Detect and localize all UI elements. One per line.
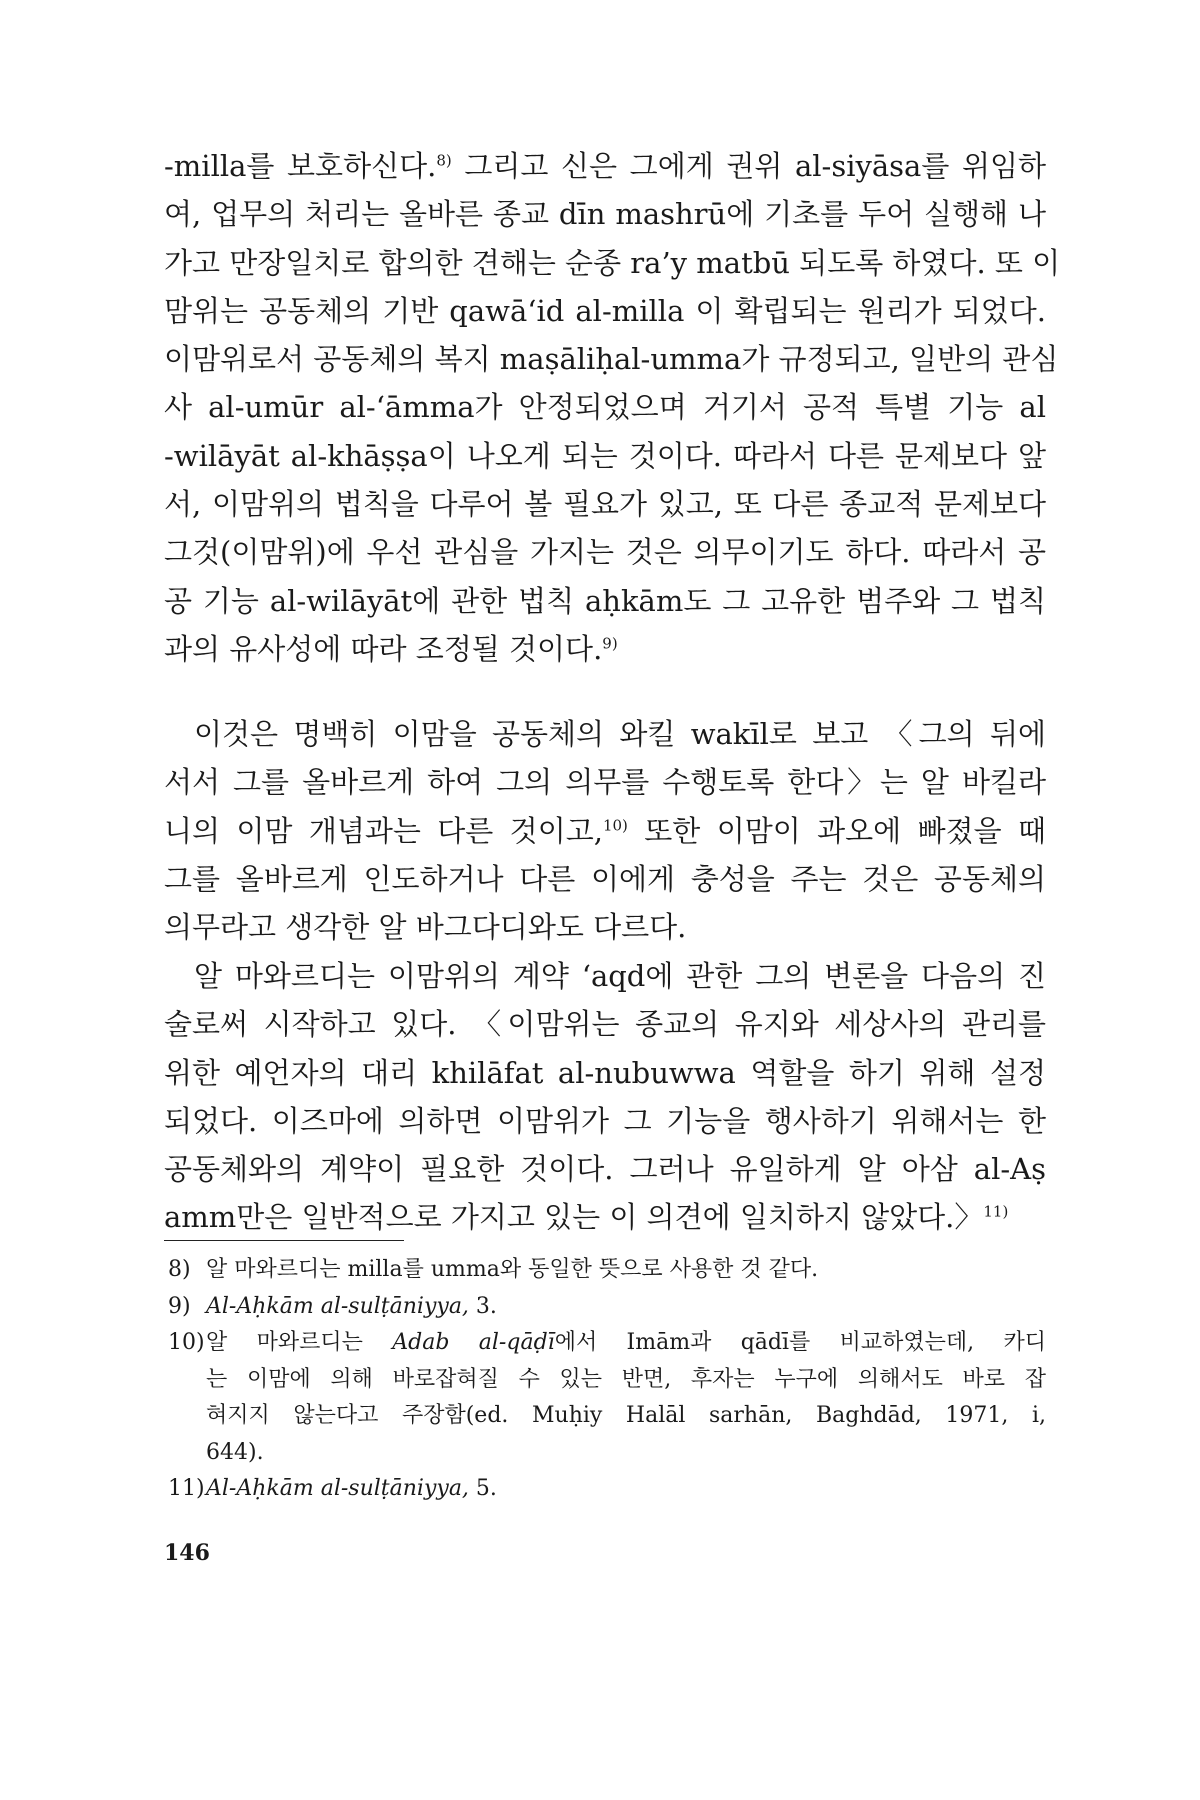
- text-line: -wilāyāt al-khāṣṣa이 나오게 되는 것이다. 따라서 다른 문제보다 앞: [164, 438, 1046, 473]
- footnote-divider: [164, 1240, 404, 1241]
- footnote-11: [164, 1471, 1046, 1508]
- text-line: 맘위는 공동체의 기반 qawā‘id al-milla 이 확립되는 원리가 되었다.: [164, 293, 1046, 328]
- footnote-title: Al-Aḥkām al-sulṭāniyya,: [206, 1293, 469, 1319]
- footnote-ref-8[interactable]: 8): [436, 151, 452, 170]
- text-line: 술로써 시작하고 있다. 〈이맘위는 종교의 유지와 세상사의 관리를: [164, 1007, 1046, 1042]
- text-line: 사 al-umūr al-‘āmma가 안정되었으며 거기서 공적 특별 기능 al: [164, 390, 1046, 425]
- footnote-title: Adab al-qāḍī: [392, 1330, 555, 1355]
- text-line: -milla를 보호하신다.$^{8)}$ 그리고 신은 그에게 권위 al-siyāsa를 위임하: [164, 149, 1047, 183]
- footnote-text: Al-Aḥkām al-sulṭāniyya, 3.: [206, 1293, 497, 1319]
- text-line: 가고 만장일치로 합의한 견해는 순종 ra’y matbū 되도록 하였다. 또 이: [164, 245, 1061, 280]
- footnote-text: Al-Aḥkām al-sulṭāniyya, 5.: [206, 1476, 497, 1501]
- footnote-text: 혀지지 않는다고 주장함(ed. Muḥiy Halāl sarhān, Baghdād, 1971, i,: [206, 1403, 1046, 1428]
- text-line: 되었다. 이즈마에 의하면 이맘위가 그 기능을 행사하기 위해서는 한: [164, 1103, 1046, 1138]
- text-line: amm만은 일반적으로 가지고 있는 이 의견에 일치하지 않았다.〉$^{11)}$: [164, 1200, 1009, 1235]
- text-line: 공 기능 al-wilāyāt에 관한 법칙 aḥkām도 그 고유한 범주와 그 법칙: [164, 583, 1046, 618]
- text-line: 이맘위로서 공동체의 복지 maṣāliḥal-umma가 규정되고, 일반의 관심: [164, 342, 1059, 377]
- text-line: 서, 이맘위의 법칙을 다루어 볼 필요가 있고, 또 다른 종교적 문제보다: [164, 487, 1046, 522]
- text-line: 니의 이맘 개념과는 다른 것이고,$^{10)}$ 또한 이맘이 과오에 빠졌을 때: [164, 813, 1047, 848]
- text-line: 알 마와르디는 이맘위의 계약 ‘aqd에 관한 그의 변론을 다음의 진: [194, 959, 1046, 993]
- footnote-ref-10[interactable]: 10): [602, 815, 628, 834]
- footnote-number: 11): [168, 1476, 205, 1501]
- footnotes: [164, 1252, 1046, 1508]
- footnote-title: Al-Aḥkām al-sulṭāniyya,: [206, 1476, 469, 1501]
- text-line: 과의 유사성에 따라 조정될 것이다.$^{9)}$: [164, 631, 618, 666]
- footnote-8: [164, 1252, 1046, 1289]
- text-line: 이것은 명백히 이맘을 공동체의 와킬 wakīl로 보고 〈그의 뒤에: [194, 717, 1046, 751]
- page-number: 146: [164, 1540, 210, 1566]
- text-line: 서서 그를 올바르게 하여 그의 의무를 수행토록 한다〉는 알 바킬라: [164, 765, 1046, 800]
- text-line: 의무라고 생각한 알 바그다디와도 다르다.: [164, 910, 687, 945]
- text-line: 그것(이맘위)에 우선 관심을 가지는 것은 의무이기도 하다. 따라서 공: [164, 535, 1046, 570]
- footnote-number: 8): [168, 1257, 191, 1282]
- paragraph-1: [164, 142, 1061, 673]
- footnote-text: 644).: [206, 1439, 264, 1465]
- footnote-ref-11[interactable]: 11): [983, 1202, 1009, 1221]
- paragraph-2: [164, 710, 1046, 951]
- text-line: 여, 업무의 처리는 올바른 종교 dīn mashrū에 기초를 두어 실행해 나: [164, 197, 1046, 232]
- footnote-9: [164, 1289, 1046, 1326]
- footnote-text: 는 이맘에 의해 바로잡혀질 수 있는 반면, 후자는 누구에 의해서도 바로 잡: [206, 1366, 1046, 1392]
- footnote-text: 알 마와르디는 milla를 umma와 동일한 뜻으로 사용한 것 같다.: [206, 1257, 819, 1282]
- text-line: 공동체와의 계약이 필요한 것이다. 그러나 유일하게 알 아삼 al-Aṣ: [164, 1152, 1046, 1187]
- paragraph-3: [164, 952, 1046, 1242]
- footnote-text: 알 마와르디는 Adab al-qāḍī에서 Imām과 qādī를 비교하였는데, 카디: [206, 1330, 1046, 1355]
- footnote-number: 10): [168, 1330, 205, 1355]
- footnote-ref-9[interactable]: 9): [602, 634, 618, 653]
- text-line: 그를 올바르게 인도하거나 다른 이에게 충성을 주는 것은 공동체의: [164, 861, 1046, 896]
- footnote-10: [164, 1325, 1046, 1471]
- text-line: 위한 예언자의 대리 khilāfat al-nubuwwa 역할을 하기 위해 설정: [164, 1055, 1046, 1090]
- footnote-number: 9): [168, 1293, 191, 1319]
